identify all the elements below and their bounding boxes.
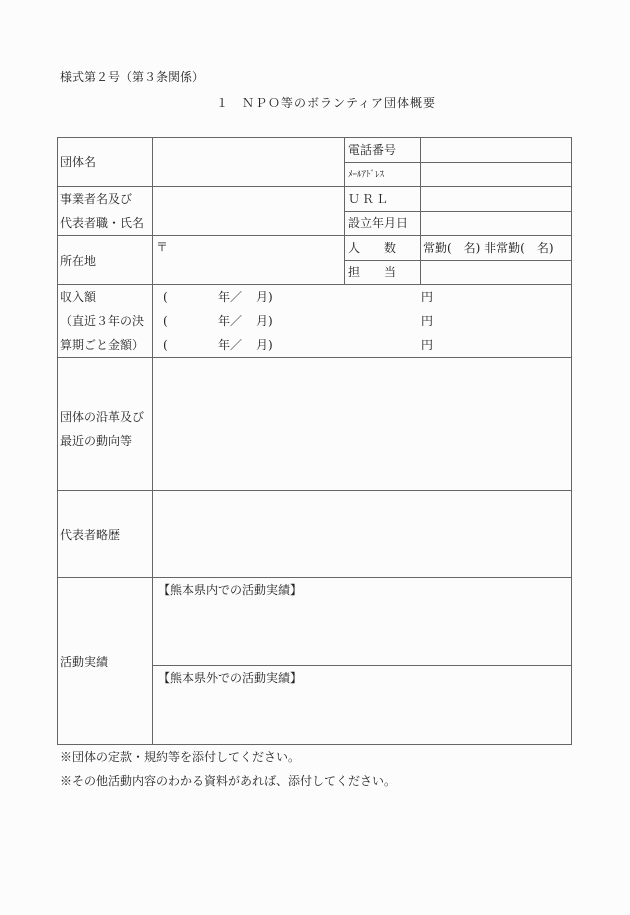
yen-label: 円 (421, 290, 434, 304)
history-field[interactable] (153, 358, 571, 490)
rep-bio-field[interactable] (153, 491, 571, 577)
table-border-bottom (57, 744, 572, 745)
phone-field[interactable] (421, 138, 571, 162)
org-name-label: 団体名 (60, 155, 97, 169)
business-label-line1: 事業者名及び (60, 192, 133, 206)
year-label: 年／ (218, 338, 243, 352)
address-label: 所在地 (60, 254, 97, 268)
table-border-right (571, 137, 572, 745)
activity-inside-field[interactable] (153, 598, 571, 664)
yen-label: 円 (421, 314, 434, 328)
contact-person-label: 担 当 (348, 265, 397, 279)
paren-open: ( (163, 290, 168, 304)
note-attach-articles: ※団体の定款・規約等を添付してください。 (60, 750, 301, 764)
income-label-line2: （直近３年の決 (60, 314, 145, 328)
paren-open: ( (163, 338, 168, 352)
url-field[interactable] (421, 187, 571, 211)
month-label: 月) (256, 290, 273, 304)
business-label-line2: 代表者職・氏名 (60, 216, 145, 230)
history-label-line2: 最近の動向等 (60, 434, 133, 448)
income-label-line3: 算期ごと金額） (60, 338, 145, 352)
history-label-line1: 団体の沿革及び (60, 410, 145, 424)
month-label: 月) (256, 314, 273, 328)
yen-label: 円 (421, 338, 434, 352)
url-label: ＵＲＬ (348, 192, 391, 206)
email-label: ﾒｰﾙｱﾄﾞﾚｽ (348, 170, 385, 180)
paren-open: ( (163, 314, 168, 328)
row-divider (57, 284, 572, 285)
email-field[interactable] (421, 163, 571, 186)
month-label: 月) (256, 338, 273, 352)
founded-label: 設立年月日 (348, 216, 409, 230)
business-representative-field[interactable] (153, 187, 343, 235)
staff-count-value[interactable]: 常勤( 名) 非常勤( 名) (423, 241, 554, 255)
form-number: 様式第２号（第３条関係） (60, 70, 205, 84)
table-border-left (57, 137, 58, 745)
activity-outside-heading: 【熊本県外での活動実績】 (158, 671, 303, 685)
contact-person-field[interactable] (421, 261, 571, 284)
rep-bio-label: 代表者略歴 (60, 528, 121, 542)
year-label: 年／ (218, 290, 243, 304)
phone-label: 電話番号 (348, 143, 397, 157)
note-attach-materials: ※その他活動内容のわかる資料があれば、添付してください。 (60, 774, 397, 788)
activity-inside-heading: 【熊本県内での活動実績】 (158, 583, 303, 597)
income-label-line1: 収入額 (60, 290, 97, 304)
year-label: 年／ (218, 314, 243, 328)
page-title: １ ＮＰＯ等のボランティア団体概要 (216, 96, 437, 110)
staff-count-label: 人 数 (348, 241, 397, 255)
postal-mark: 〒 (156, 240, 169, 254)
activity-outside-field[interactable] (153, 686, 571, 743)
org-name-field[interactable] (153, 138, 343, 186)
address-field[interactable] (153, 236, 343, 284)
row-divider (57, 577, 572, 578)
founded-date-field[interactable] (421, 212, 571, 235)
row-divider (152, 665, 572, 666)
activity-label: 活動実績 (60, 655, 109, 669)
